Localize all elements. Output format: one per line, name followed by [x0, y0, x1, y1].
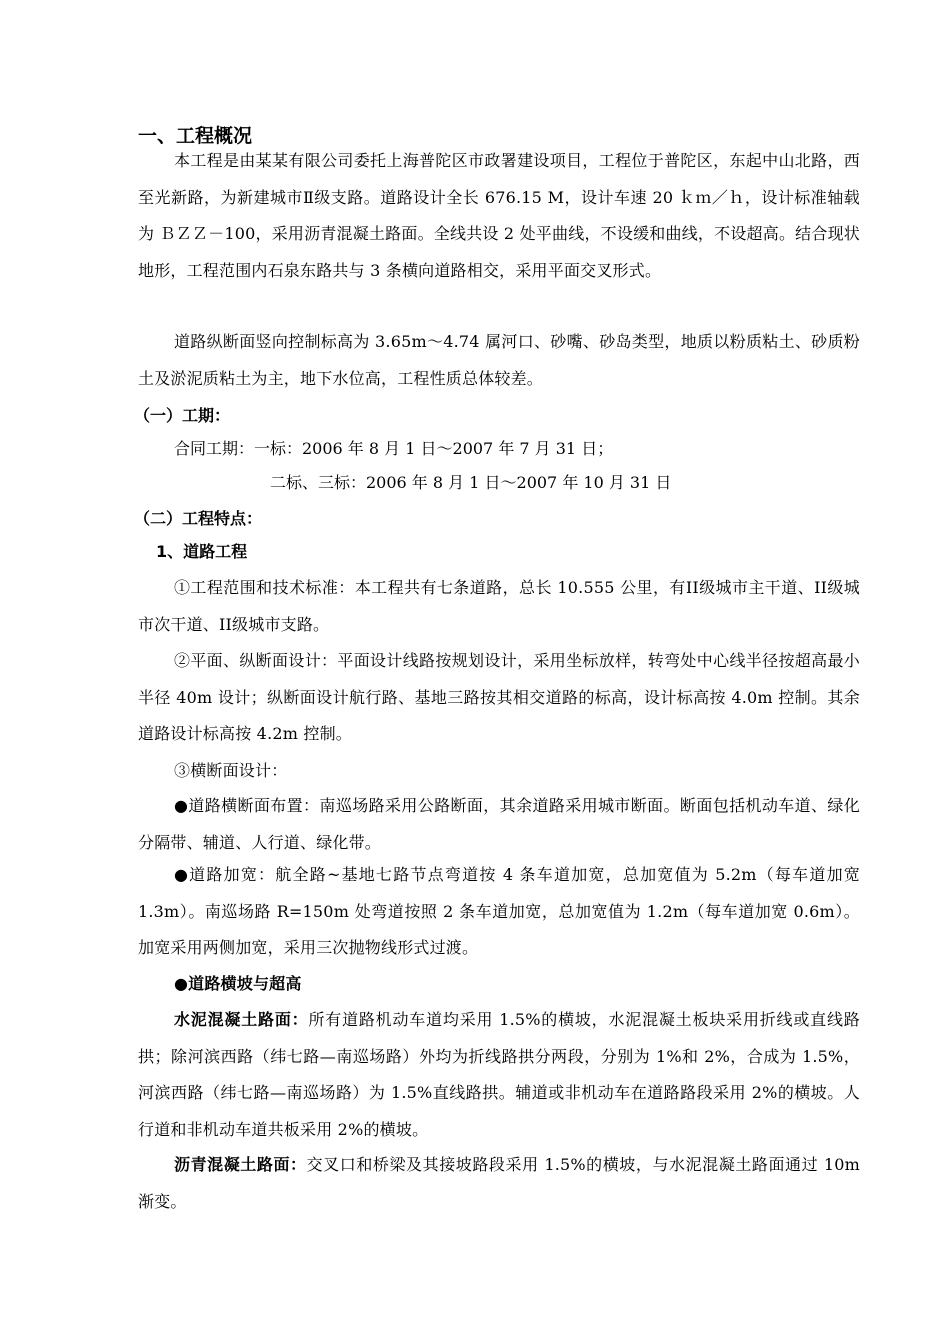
features-heading: （二）工程特点： [134, 509, 263, 528]
asphalt-lead: 沥青混凝土路面： [174, 1155, 307, 1174]
asphalt-body: 交叉口和桥梁及其接坡路段采用 1.5%的横坡，与水泥混凝土路面通过 10m 渐变。 [138, 1155, 860, 1211]
schedule-heading: （一）工期： [134, 406, 231, 425]
features-paragraph-cement [138, 1002, 860, 1148]
features-paragraph-asphalt [138, 1147, 860, 1220]
features-paragraph-scope: ①工程范围和技术标准：本工程共有七条道路，总长 10.555 公里，有II级城市主干道、II级城市次干道、II级城市支路。 [138, 578, 860, 634]
features-paragraph-layout: ●道路横断面布置：南巡场路采用公路断面，其余道路采用城市断面。断面包括机动车道、绿化分隔带、辅道、人行道、绿化带。 [138, 796, 860, 852]
features-paragraph-widening: ●道路加宽：航全路~基地七路节点弯道按 4 条车道加宽，总加宽值为 5.2m（每车道加宽 1.3m）。南巡场路 R=150m 处弯道按照 2 条车道加宽，总加宽值为 1.2m（每车道加宽 0.6m）。加宽采用两侧加宽，采用三次抛物线形式过渡。 [138, 865, 860, 957]
cement-body: 所有道路机动车道均采用 1.5%的横坡，水泥混凝土板块采用折线或直线路拱；除河滨西路（纬七路—南巡场路）外均为折线路拱分两段，分别为 1%和 2%，合成为 1.5%，河滨西路（纬七路—南巡场路）为 1.5%直线路拱。辅道或非机动车在道路路段采用 2%的横坡。人行道和非机动车道共板采用 2%的横坡。 [138, 1010, 860, 1139]
schedule-line-1: 合同工期：一标：2006 年 8 月 1 日～2007 年 7 月 31 日； [174, 439, 614, 458]
schedule-line-2: 二标、三标：2006 年 8 月 1 日～2007 年 10 月 31 日 [270, 473, 672, 492]
road-engineering-heading: 1、道路工程 [156, 542, 248, 561]
section-heading-overview: 一、工程概况 [138, 125, 253, 147]
features-heading-slope: ●道路横坡与超高 [174, 974, 302, 993]
overview-paragraph-2: 道路纵断面竖向控制标高为 3.65m～4.74 属河口、砂嘴、砂岛类型，地质以粉质粘土、砂质粉土及淤泥质粘土为主，地下水位高，工程性质总体较差。 [138, 332, 860, 388]
features-paragraph-plan: ②平面、纵断面设计：平面设计线路按规划设计，采用坐标放样，转弯处中心线半径按超高最小半径 40m 设计；纵断面设计航行路、基地三路按其相交道路的标高，设计标高按 4.0m 控制。其余道路设计标高按 4.2m 控制。 [138, 651, 860, 743]
cement-lead: 水泥混凝土路面： [174, 1010, 309, 1029]
overview-paragraph-1: 本工程是由某某有限公司委托上海普陀区市政署建设项目，工程位于普陀区，东起中山北路，西至光新路，为新建城市Ⅱ级支路。道路设计全长 676.15 M，设计车速 20 ｋｍ／ｈ，设计标准轴载为 ＢＺＺ－100，采用沥青混凝土路面。全线共设 2 处平曲线，不设缓和曲线，不设超高。结合现状地形，工程范围内石泉东路共与 3 条横向道路相交，采用平面交叉形式。 [138, 151, 860, 280]
features-paragraph-cross-section: ③横断面设计： [174, 761, 288, 780]
